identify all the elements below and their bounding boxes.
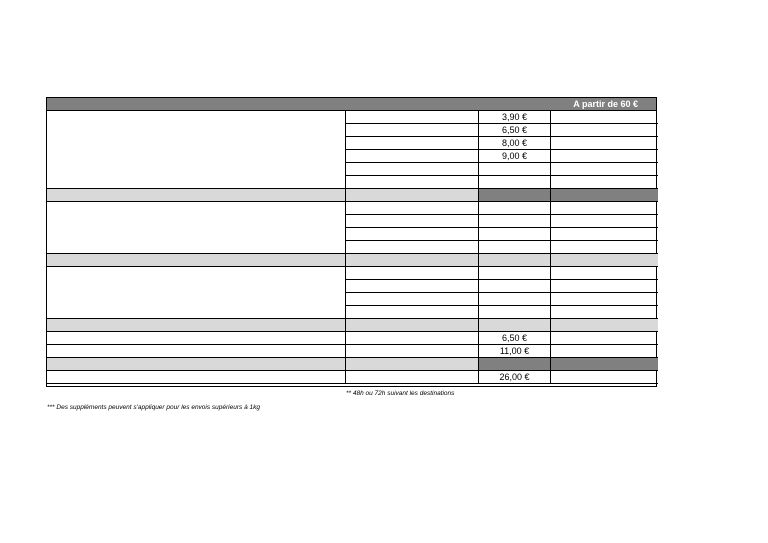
- table-cell: [550, 306, 658, 319]
- table-cell: [478, 215, 550, 228]
- table-row: [47, 345, 656, 358]
- table-cell: [345, 358, 478, 371]
- table-cell: [550, 124, 658, 137]
- table-cell: [47, 345, 345, 358]
- table-cell: [345, 202, 478, 215]
- merged-label-cell: [47, 202, 345, 254]
- table-cell: [345, 137, 478, 150]
- table-cell: [47, 358, 345, 371]
- table-separator-row: [47, 358, 656, 371]
- table-cell: [345, 332, 478, 345]
- table-cell: [345, 163, 478, 176]
- price-cell: 6,50 €: [478, 124, 550, 137]
- table-cell: [345, 124, 478, 137]
- table-cell: [478, 319, 550, 332]
- table-cell: [478, 254, 550, 267]
- table-cell: [550, 202, 658, 215]
- table-cell: [550, 319, 658, 332]
- table-cell: [345, 371, 478, 384]
- table-cell: [345, 254, 478, 267]
- supplements-note: *** Des suppléments peuvent s'appliquer pour les envois supérieurs à 1kg: [47, 404, 260, 411]
- table-cell: [478, 267, 550, 280]
- table-cell: [478, 306, 550, 319]
- table-cell: [478, 358, 550, 371]
- merged-label-cell: [47, 267, 345, 319]
- table-cell: [550, 163, 658, 176]
- table-cell: [550, 215, 658, 228]
- table-cell: [345, 189, 478, 202]
- table-cell: [478, 241, 550, 254]
- table-cell: [345, 345, 478, 358]
- table-cell: [550, 345, 658, 358]
- merged-label-cell: [47, 111, 345, 189]
- table-cell: [478, 189, 550, 202]
- table-cell: [345, 176, 478, 189]
- table-cell: [47, 332, 345, 345]
- table-cell: [345, 241, 478, 254]
- table-cell: [550, 228, 658, 241]
- header-threshold-label: A partir de 60 €: [573, 99, 638, 109]
- table-cell: [550, 137, 658, 150]
- price-cell: 26,00 €: [478, 371, 550, 384]
- table-cell: [345, 293, 478, 306]
- table-cell: [550, 293, 658, 306]
- table-row: [47, 332, 656, 345]
- delivery-note: ** 48h ou 72h suivant les destinations: [346, 390, 455, 397]
- table-cell: [550, 267, 658, 280]
- table-cell: [550, 280, 658, 293]
- table-cell: [550, 111, 658, 124]
- table-cell: [550, 332, 658, 345]
- price-cell: 11,00 €: [478, 345, 550, 358]
- table-cell: [550, 241, 658, 254]
- table-cell: [47, 254, 345, 267]
- price-cell: 3,90 €: [478, 111, 550, 124]
- table-row: [47, 371, 656, 384]
- table-cell: [345, 267, 478, 280]
- table-cell: [478, 202, 550, 215]
- table-cell: [345, 150, 478, 163]
- table-cell: [478, 293, 550, 306]
- table-separator-row: [47, 189, 656, 202]
- table-cell: [345, 111, 478, 124]
- table-cell: [345, 306, 478, 319]
- table-cell: [478, 176, 550, 189]
- table-cell: [345, 280, 478, 293]
- price-cell: 9,00 €: [478, 150, 550, 163]
- table-cell: [550, 189, 658, 202]
- table-cell: [345, 319, 478, 332]
- table-cell: [345, 228, 478, 241]
- table-header-row: [47, 98, 656, 111]
- table-cell: [550, 358, 658, 371]
- table-separator-row: [47, 254, 656, 267]
- price-cell: 6,50 €: [478, 332, 550, 345]
- table-cell: [478, 280, 550, 293]
- table-cell: [550, 176, 658, 189]
- table-cell: [478, 228, 550, 241]
- table-cell: [47, 319, 345, 332]
- table-cell: [47, 371, 345, 384]
- table-cell: [550, 371, 658, 384]
- price-cell: 8,00 €: [478, 137, 550, 150]
- pricing-table: [46, 97, 657, 387]
- table-cell: [550, 150, 658, 163]
- table-cell: [345, 215, 478, 228]
- table-cell: [478, 163, 550, 176]
- table-cell: [550, 254, 658, 267]
- table-separator-row: [47, 319, 656, 332]
- table-cell: [47, 189, 345, 202]
